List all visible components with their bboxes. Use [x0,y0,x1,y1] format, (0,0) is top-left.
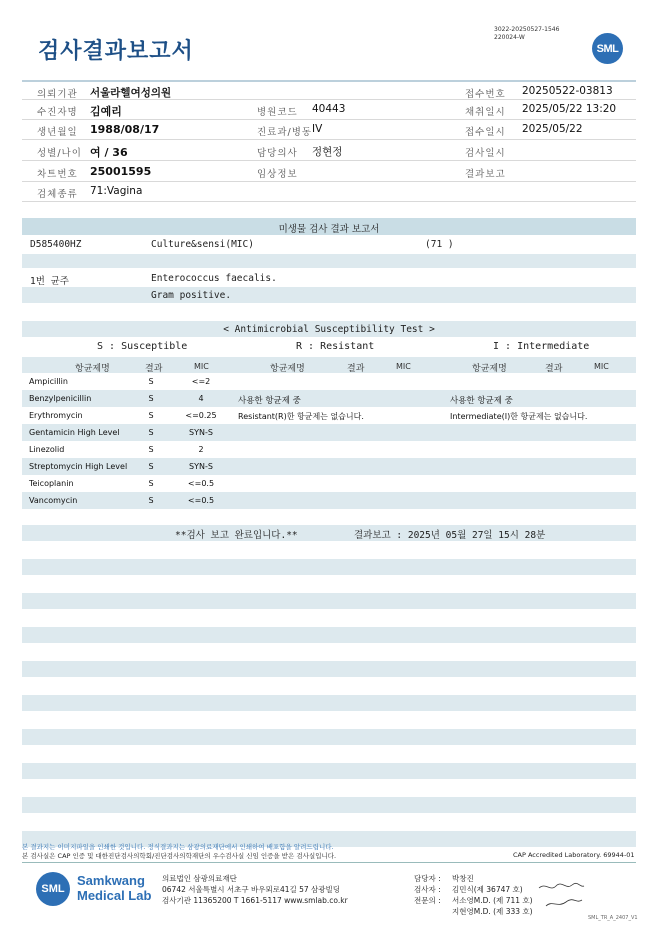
brand-line-1: Samkwang [77,873,145,888]
antibiotic-result: S [148,411,154,420]
blank-row-band [22,797,636,813]
micro-section-title: 미생물 검사 결과 보고서 [278,224,380,235]
staff-row [414,884,533,895]
patient-label: 채취일시 [465,107,506,118]
blank-row-band [22,593,636,609]
staff-list [414,873,533,917]
col-drug-s: 항균제명 [75,364,110,374]
document-code-line-1: 3022-20250527-1546 [494,26,560,33]
antibiotic-result: S [148,479,154,488]
ast-row-band [22,492,636,509]
antibiotic-mic: <=0.5 [187,496,215,505]
blank-row-band [22,729,636,745]
sml-logo-bottom: SML [36,872,70,906]
patient-label: 생년월일 [37,127,78,138]
patient-label: 병원코드 [257,107,298,118]
brand-name [77,873,151,903]
blank-row-band [22,763,636,779]
patient-value: IV [312,123,323,135]
patient-value: 25001595 [90,165,152,178]
patient-label: 차트번호 [37,169,78,180]
antibiotic-mic: SYN-S [189,462,213,471]
sml-logo: SML [592,33,623,64]
blank-row-band [22,695,636,711]
organism-label: 1번 균주 [30,276,69,287]
patient-value: 정현정 [312,146,343,158]
legend-intermediate: I : Intermediate [493,341,590,352]
test-name: Culture&sensi(MIC) [151,239,254,250]
org-address: 06742 서울특별시 서초구 바우뫼로41길 57 삼광빌딩 [162,885,341,894]
antibiotic-name: Teicoplanin [29,479,74,488]
ast-row-band [22,390,636,407]
footer-notice-cap: 본 검사실은 CAP 인증 및 대한진단검사의학회/진단검사의학재단의 우수검사실 신임 인증을 받은 검사실입니다. [22,852,337,860]
patient-value: 71:Vagina [90,185,143,197]
patient-value: 1988/08/17 [90,123,160,136]
antibiotic-result: S [148,394,154,403]
blank-row-band [22,661,636,677]
brand-line-2: Medical Lab [77,888,152,903]
patient-label: 접수번호 [465,89,506,100]
intermediate-note-1: 사용한 항균제 중 [450,396,513,406]
staff-role: 담당자 : [414,874,441,883]
antibiotic-name: Gentamicin High Level [29,428,120,437]
patient-label: 담당의사 [257,148,298,159]
footer-divider [22,862,636,863]
legend-resistant: R : Resistant [296,341,375,352]
test-specimen-code: (71 ) [425,239,454,250]
staff-row [414,906,533,917]
antibiotic-result: S [148,445,154,454]
patient-value: 여 / 36 [90,146,128,159]
legend-susceptible: S : Susceptible [97,341,188,352]
patient-value: 김예리 [90,105,122,118]
col-drug-r: 항균제명 [270,364,305,374]
resistant-note-1: 사용한 항균제 중 [238,396,301,406]
document-code-line-2: 220024-W [494,34,525,41]
signature-icon [536,880,586,910]
ast-column-header [22,357,636,373]
gram-band [22,287,636,303]
antibiotic-mic: 4 [198,394,204,403]
antibiotic-result: S [148,377,154,386]
staff-name: 박창진 [452,874,474,883]
gram-stain: Gram positive. [151,290,232,301]
patient-info-row [22,162,636,182]
patient-value: 40443 [312,103,346,115]
antibiotic-name: Erythromycin [29,411,83,420]
page-title: 검사결과보고서 [38,39,194,64]
staff-row [414,895,533,906]
document-code [494,26,559,42]
form-code: SML_TR_A_2407_V1 [588,915,638,921]
antibiotic-result: S [148,428,154,437]
ast-title-band [22,321,636,337]
patient-label: 수진자명 [37,107,78,118]
intermediate-note-2: Intermediate(I)한 항균제는 없습니다. [450,412,588,421]
antibiotic-name: Benzylpenicillin [29,394,92,403]
staff-name: 김민식(제 36747 호) [452,885,523,894]
col-drug-i: 항균제명 [472,364,507,374]
completion-band [22,525,636,541]
antibiotic-mic: 2 [198,445,204,454]
col-mic-s: MIC [194,362,209,371]
patient-label: 성별/나이 [37,148,82,159]
patient-value: 서울라헬여성의원 [90,87,172,99]
report-complete-message: **검사 보고 완료입니다.** [175,530,298,541]
staff-name: 지현영M.D. (제 333 호) [452,907,533,916]
antibiotic-name: Ampicillin [29,377,68,386]
staff-row [414,873,533,884]
antibiotic-mic: <=2 [191,377,211,386]
patient-info-row [22,120,636,140]
col-mic-r: MIC [396,362,411,371]
cap-accreditation: CAP Accredited Laboratory. 69944-01 [513,851,635,859]
band-row [22,254,636,268]
antibiotic-mic: <=0.5 [187,479,215,488]
staff-name: 서소영M.D. (제 711 호) [452,896,533,905]
micro-section-header [22,218,636,235]
antibiotic-mic: <=0.25 [185,411,217,420]
col-result-i: 결과 [545,364,563,374]
col-result-s: 결과 [145,364,163,374]
blank-row-band [22,559,636,575]
blank-row-band [22,627,636,643]
patient-value: 2025/05/22 13:20 [522,103,617,115]
patient-label: 결과보고 [465,169,506,180]
antibiotic-mic: SYN-S [189,428,213,437]
patient-value: 20250522-03813 [522,85,613,97]
org-info [162,873,348,906]
patient-info-row [22,141,636,161]
patient-label: 의뢰기관 [37,89,78,100]
antibiotic-name: Streptomycin High Level [29,462,128,471]
ast-title: < Antimicrobial Susceptibility Test > [223,324,435,335]
antibiotic-name: Vancomycin [29,496,78,505]
patient-info-row [22,182,636,202]
organism-name: Enterococcus faecalis. [151,273,277,284]
footer-notice-print: 본 결과지는 이미지파일을 인쇄한 것입니다. 정식결과지는 삼광의료재단에서 인쇄하여 배포함을 알려드립니다. [22,843,334,851]
patient-label: 임상정보 [257,169,298,180]
col-mic-i: MIC [594,362,609,371]
antibiotic-result: S [148,496,154,505]
col-result-r: 결과 [347,364,365,374]
patient-label: 검체종류 [37,189,78,200]
resistant-note-2: Resistant(R)한 항균제는 없습니다. [238,412,364,421]
patient-label: 검사일시 [465,148,506,159]
antibiotic-name: Linezolid [29,445,65,454]
staff-role: 검사자 : [414,885,441,894]
test-code: D585400HZ [30,239,82,250]
patient-label: 접수일시 [465,127,506,138]
patient-label: 진료과/병동 [257,127,313,138]
org-name: 의료법인 삼광의료재단 [162,874,237,883]
patient-info-row [22,100,636,120]
patient-value: 2025/05/22 [522,123,583,135]
staff-role: 전문의 : [414,896,441,905]
report-time: 결과보고 : 2025년 05월 27일 15시 28분 [354,530,546,541]
patient-info-row [22,80,636,100]
antibiotic-result: S [148,462,154,471]
org-contact: 검사기관 11365200 T 1661-5117 www.smlab.co.kr [162,896,348,905]
